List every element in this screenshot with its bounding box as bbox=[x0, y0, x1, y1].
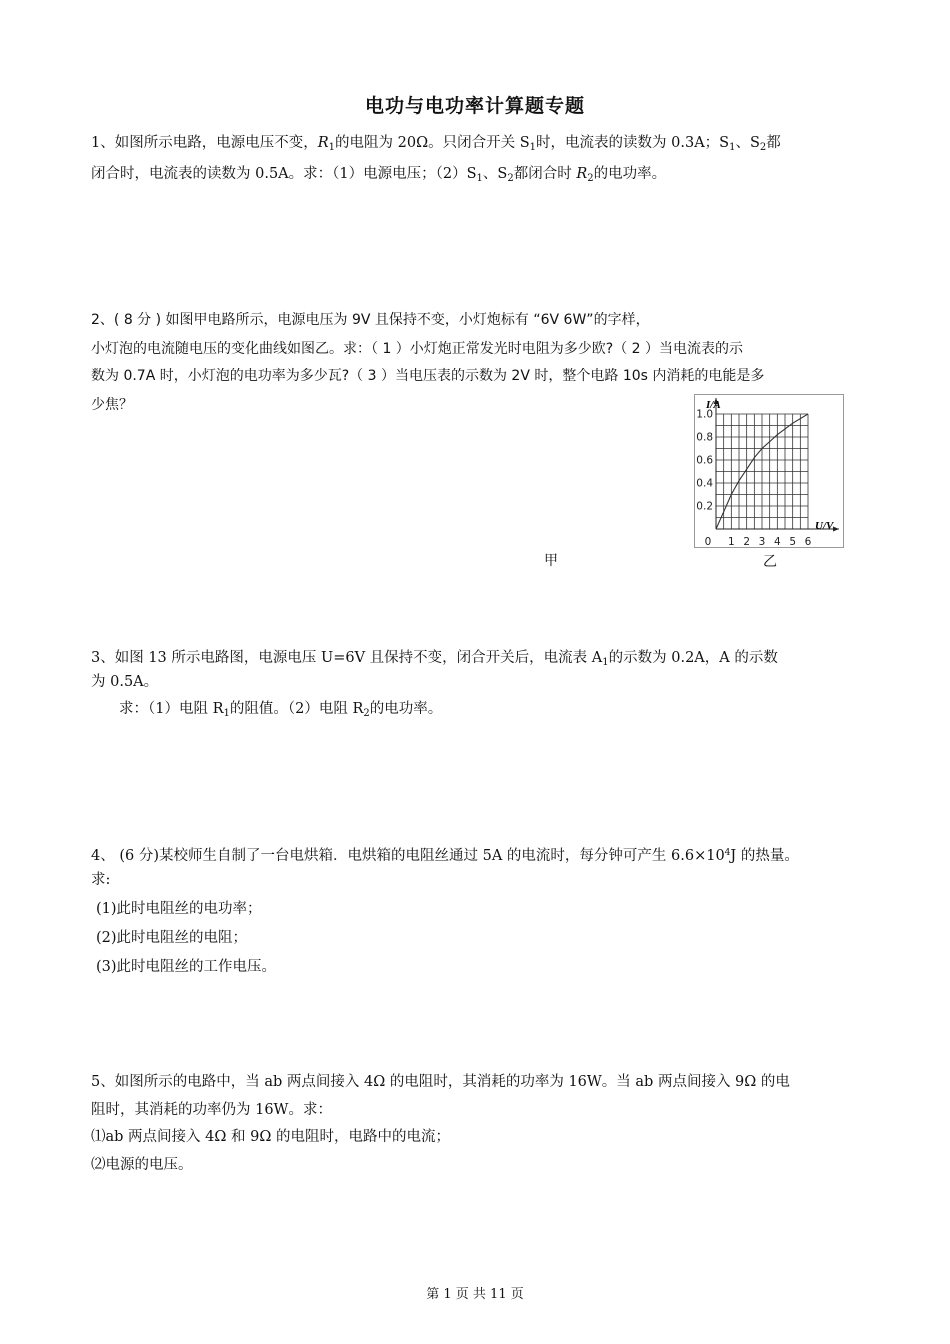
x-tick-label: 3 bbox=[758, 536, 766, 548]
x-tick-label: 0 bbox=[704, 536, 712, 548]
question-2-line-2: 小灯泡的电流随电压的变化曲线如图乙。求：（ 1 ）小灯炮正常发光时电阻为多少欧?（ 2 ）当电流表的示 bbox=[91, 341, 744, 357]
question-5-part-2: ⑵电源的电压。 bbox=[91, 1157, 193, 1173]
question-4-part-1: (1)此时电阻丝的电功率； bbox=[96, 901, 262, 917]
x-tick-label: 4 bbox=[773, 536, 781, 548]
question-5-line-1: 5、如图所示的电路中，当 ab 两点间接入 4Ω 的电阻时，其消耗的功率为 16W。当 ab 两点间接入 9Ω 的电 bbox=[91, 1074, 790, 1090]
x-tick-label: 2 bbox=[743, 536, 751, 548]
question-4-line-1: 4、 (6 分)某校师生自制了一台电烘箱．电烘箱的电阻丝通过 5A 的电流时，每分钟可产生 $6.6\times 10^4J$ 的热量。 bbox=[91, 848, 799, 864]
y-tick-label: 0.2 bbox=[696, 500, 713, 513]
y-tick-label: 1.0 bbox=[696, 408, 713, 421]
question-2-line-4: 少焦？ bbox=[91, 397, 133, 413]
question-2-line-1: 2、( 8 分 ) 如图甲电路所示，电源电压为 9V 且保持不变，小灯炮标有 “6V 6W”的字样， bbox=[91, 312, 650, 328]
question-5-line-2: 阻时，其消耗的功率仍为 16W。求： bbox=[91, 1102, 332, 1118]
iv-curve-chart bbox=[694, 394, 844, 548]
figure-label-jia: 甲 bbox=[544, 553, 558, 569]
chart-x-axis-label: U/V bbox=[815, 520, 834, 532]
x-tick-label: 5 bbox=[789, 536, 797, 548]
page-footer: 第 1 页 共 11 页 bbox=[426, 1287, 524, 1302]
page-title: 电功与电功率计算题专题 bbox=[364, 95, 585, 117]
y-tick-label: 0.4 bbox=[696, 477, 713, 490]
question-3-line-2: 为 0.5A。 bbox=[91, 674, 159, 690]
question-1-line-2: 闭合时，电流表的读数为 0.5A。求：（1）电源电压；$(2)S_1$、$S_2$都闭合时 $R_2$的电功率。 bbox=[91, 166, 667, 184]
question-4-part-2: (2)此时电阻丝的电阻； bbox=[96, 930, 248, 946]
question-3-line-1: 3、如图 13 所示电路图，电源电压 U=6V 且保持不变，闭合开关后，电流表 $A_1$的示数为 0.2A，A 的示数 bbox=[91, 650, 778, 668]
question-5-part-1: ⑴ab 两点间接入 4Ω 和 9Ω 的电阻时，电路中的电流； bbox=[91, 1129, 450, 1145]
x-tick-label: 6 bbox=[804, 536, 812, 548]
question-4-part-3: (3)此时电阻丝的工作电压。 bbox=[96, 959, 277, 975]
question-2-line-3: 数为 0.7A 时，小灯泡的电功率为多少瓦?（ 3 ）当电压表的示数为 2V 时，整个电路 10s 内消耗的电能是多 bbox=[91, 368, 765, 384]
question-4-line-2: 求: bbox=[91, 872, 111, 888]
figure-label-yi: 乙 bbox=[763, 554, 777, 570]
x-tick-label: 1 bbox=[727, 536, 735, 548]
question-3-line-3: 求：（1）电阻 $R_1$的阻值。（2）电阻 $R_2$的电功率。 bbox=[119, 701, 443, 719]
question-1-line-1: 1、如图所示电路，电源电压不变，$R_1$的电阻为 20Ω。只闭合开关 $S_1$时，电流表的读数为 0.3A；$S_1$、$S_2$都 bbox=[91, 135, 781, 153]
y-tick-label: 0.6 bbox=[696, 454, 713, 467]
y-tick-label: 0.8 bbox=[696, 431, 713, 444]
chart-y-axis-label: I/A bbox=[706, 399, 721, 411]
